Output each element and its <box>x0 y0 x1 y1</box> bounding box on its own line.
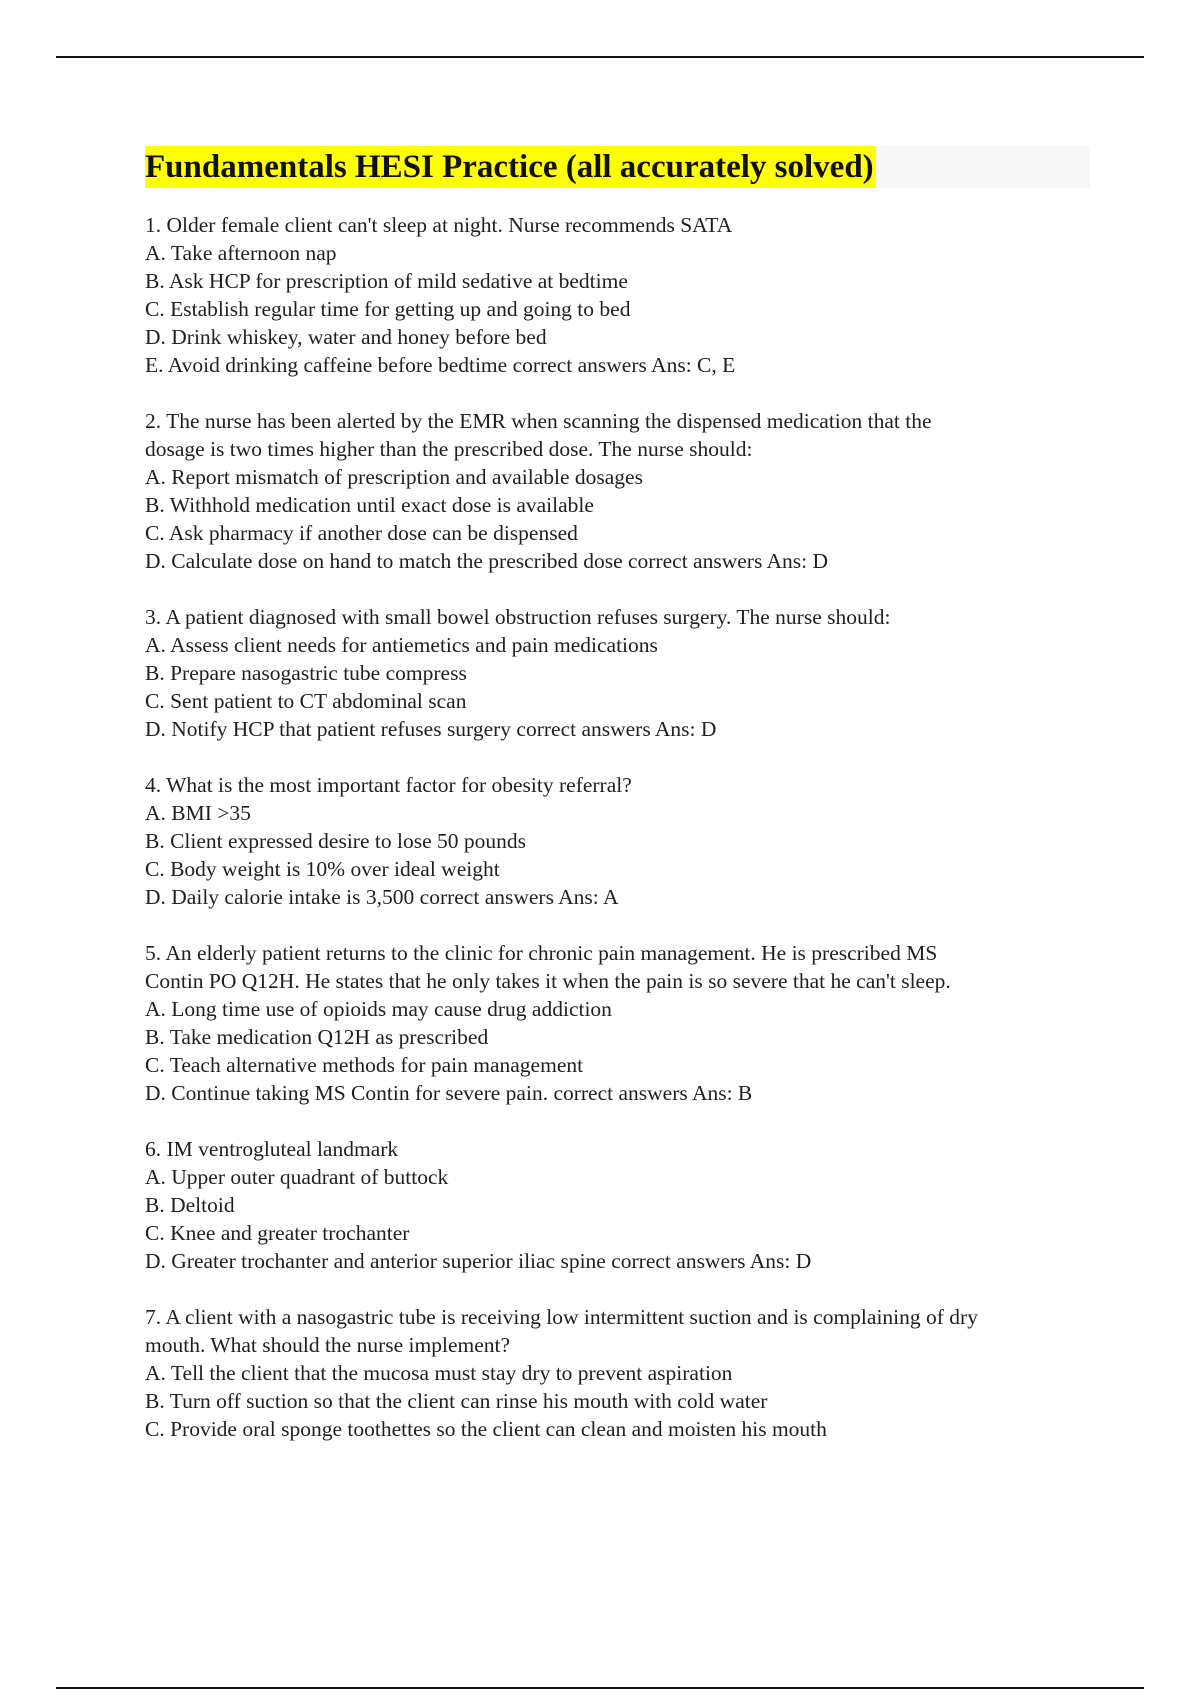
document-body <box>145 146 1090 1471</box>
answer-option: C. Knee and greater trochanter <box>145 1221 410 1245</box>
question-stem: 5. An elderly patient returns to the clinic for chronic pain management. He is prescribed MS <box>145 941 938 965</box>
answer-option: C. Teach alternative methods for pain management <box>145 1053 584 1077</box>
answer-option: C. Ask pharmacy if another dose can be dispensed <box>145 521 578 545</box>
question-5 <box>145 939 1090 1107</box>
answer-option: D. Continue taking MS Contin for severe pain. correct answers Ans: B <box>145 1081 753 1105</box>
answer-option: D. Notify HCP that patient refuses surgery correct answers Ans: D <box>145 717 717 741</box>
answer-option: B. Client expressed desire to lose 50 pounds <box>145 829 526 853</box>
answer-option: A. Tell the client that the mucosa must stay dry to prevent aspiration <box>145 1361 733 1385</box>
answer-option: D. Greater trochanter and anterior superior iliac spine correct answers Ans: D <box>145 1249 812 1273</box>
header-rule <box>56 56 1144 58</box>
answer-option: A. Long time use of opioids may cause drug addiction <box>145 997 612 1021</box>
answer-option: A. BMI >35 <box>145 801 251 825</box>
question-stem: 1. Older female client can't sleep at night. Nurse recommends SATA <box>145 213 733 237</box>
question-stem: Contin PO Q12H. He states that he only takes it when the pain is so severe that he can't sleep. <box>145 969 951 993</box>
question-4 <box>145 771 1090 911</box>
answer-option: A. Take afternoon nap <box>145 241 337 265</box>
question-2 <box>145 407 1090 575</box>
answer-option: C. Provide oral sponge toothettes so the client can clean and moisten his mouth <box>145 1417 827 1441</box>
answer-option: D. Drink whiskey, water and honey before bed <box>145 325 547 349</box>
question-3 <box>145 603 1090 743</box>
question-stem: mouth. What should the nurse implement? <box>145 1333 511 1357</box>
question-stem: 7. A client with a nasogastric tube is receiving low intermittent suction and is complaining of dry <box>145 1305 978 1329</box>
answer-option: A. Upper outer quadrant of buttock <box>145 1165 449 1189</box>
answer-option: C. Sent patient to CT abdominal scan <box>145 689 467 713</box>
title-block <box>145 146 1090 188</box>
answer-option: C. Establish regular time for getting up and going to bed <box>145 297 631 321</box>
question-stem: 6. IM ventrogluteal landmark <box>145 1137 399 1161</box>
question-1 <box>145 211 1090 379</box>
answer-option: D. Calculate dose on hand to match the prescribed dose correct answers Ans: D <box>145 549 829 573</box>
answer-option: B. Prepare nasogastric tube compress <box>145 661 467 685</box>
question-7 <box>145 1303 1090 1443</box>
question-stem: 3. A patient diagnosed with small bowel obstruction refuses surgery. The nurse should: <box>145 605 891 629</box>
answer-option: A. Assess client needs for antiemetics and pain medications <box>145 633 658 657</box>
answer-option: B. Ask HCP for prescription of mild sedative at bedtime <box>145 269 628 293</box>
answer-option: B. Withhold medication until exact dose is available <box>145 493 594 517</box>
question-stem: 2. The nurse has been alerted by the EMR when scanning the dispensed medication that the <box>145 409 932 433</box>
answer-option: B. Turn off suction so that the client can rinse his mouth with cold water <box>145 1389 768 1413</box>
answer-option: E. Avoid drinking caffeine before bedtime correct answers Ans: C, E <box>145 353 736 377</box>
question-stem: dosage is two times higher than the prescribed dose. The nurse should: <box>145 437 753 461</box>
answer-option: B. Deltoid <box>145 1193 235 1217</box>
answer-option: D. Daily calorie intake is 3,500 correct answers Ans: A <box>145 885 619 909</box>
answer-option: A. Report mismatch of prescription and available dosages <box>145 465 643 489</box>
answer-option: B. Take medication Q12H as prescribed <box>145 1025 489 1049</box>
document-title: Fundamentals HESI Practice (all accurately solved) <box>145 146 876 188</box>
footer-rule <box>56 1687 1144 1689</box>
answer-option: C. Body weight is 10% over ideal weight <box>145 857 500 881</box>
question-6 <box>145 1135 1090 1275</box>
question-stem: 4. What is the most important factor for obesity referral? <box>145 773 632 797</box>
